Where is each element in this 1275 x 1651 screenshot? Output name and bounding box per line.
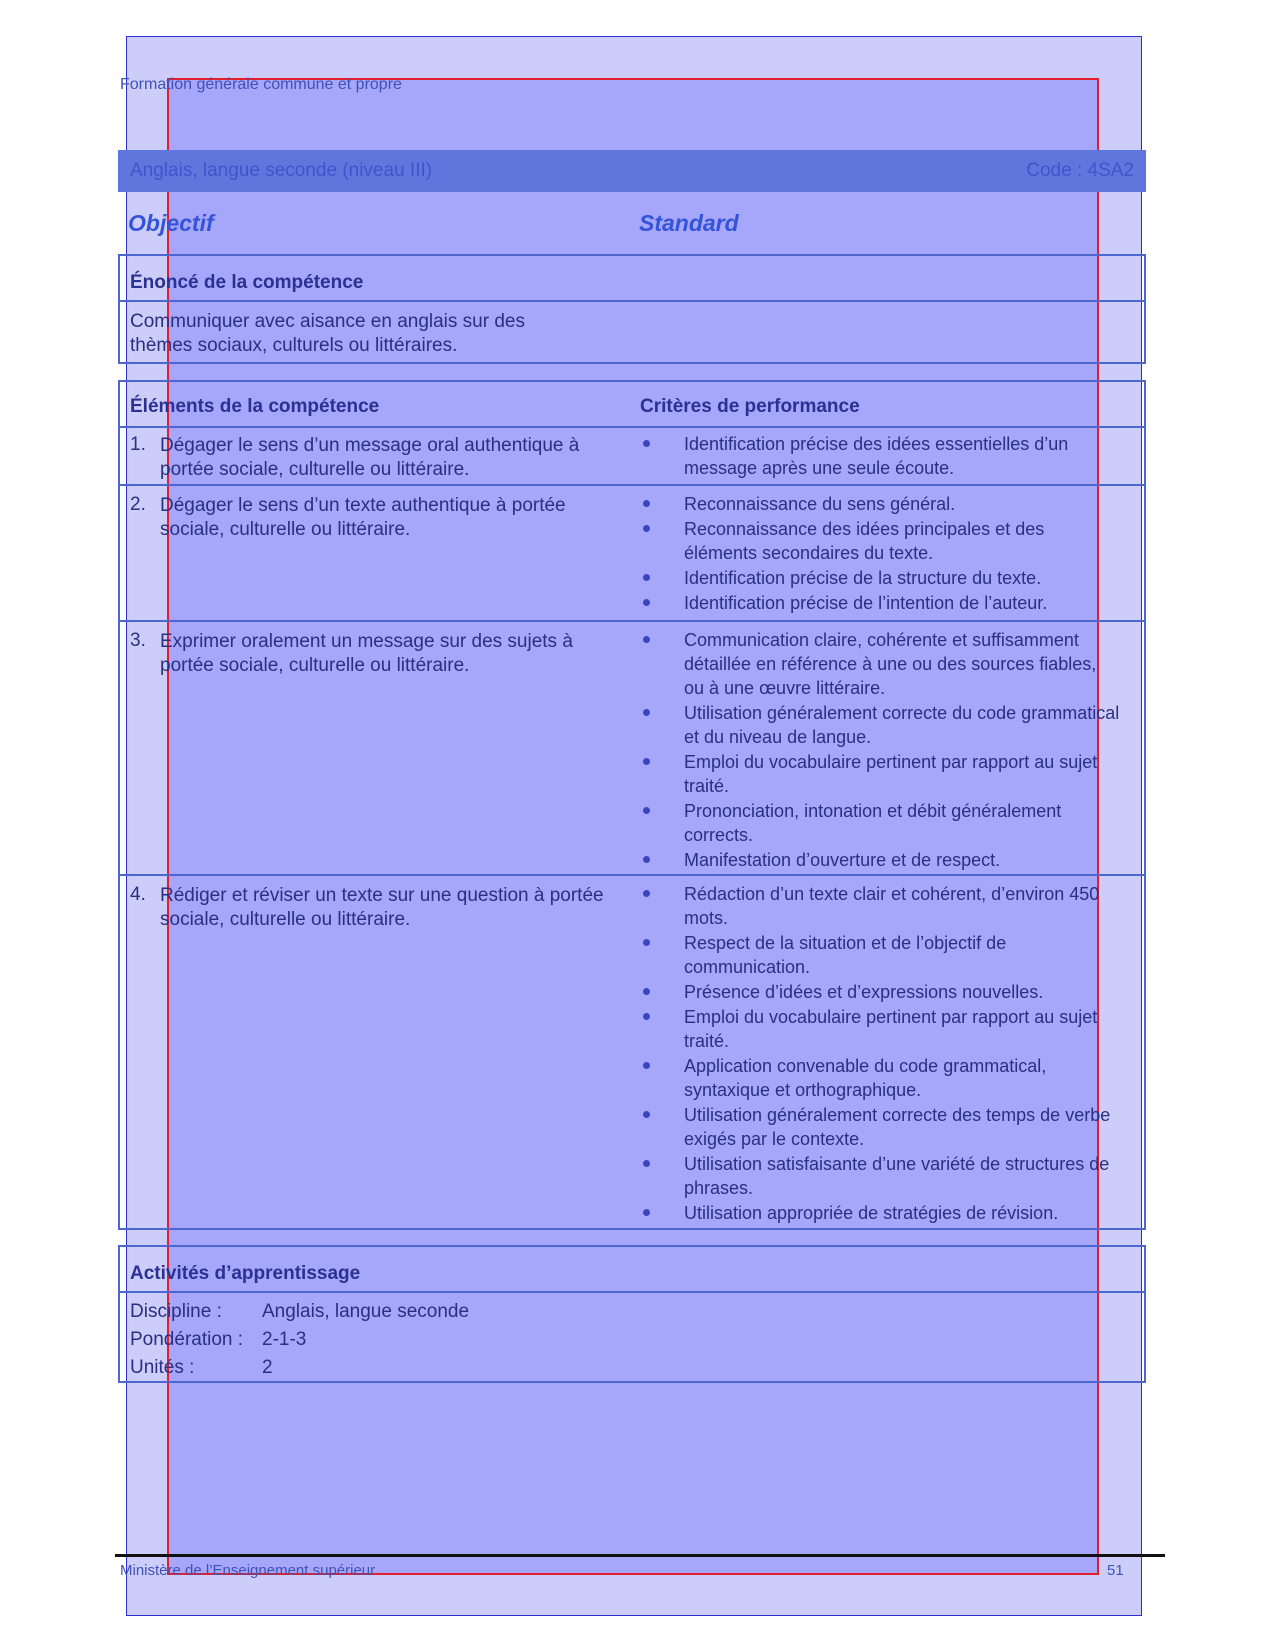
footer-ministry: Ministère de l’Enseignement supérieur [120,1562,376,1579]
criteria-item: Respect de la situation et de l’objectif de communication. [640,931,1120,979]
row-divider [120,484,1144,486]
ponderation-value: 2-1-3 [262,1329,307,1350]
element-text: Rédiger et réviser un texte sur une question à portée sociale, culturelle ou littéraire. [160,885,604,930]
elements-header-divider [120,426,1144,428]
criteria-item: Emploi du vocabulaire pertinent par rapport au sujet traité. [640,1005,1120,1053]
criteria-item: Application convenable du code grammatical, syntaxique et orthographique. [640,1054,1120,1102]
element-number: 4. [130,884,146,905]
elements-box [118,380,1146,1230]
element-number: 2. [130,494,146,515]
criteria-item: Communication claire, cohérente et suffisamment détaillée en référence à une ou des sources fiables, ou à une œuvre littéraire. [640,628,1120,700]
element-text: Dégager le sens d’un message oral authentique à portée sociale, culturelle ou littéraire. [160,435,580,480]
criteria-list [640,492,1120,616]
criteria-item: Présence d’idées et d’expressions nouvelles. [640,980,1120,1004]
row-divider [120,620,1144,622]
criteria-item: Utilisation généralement correcte des temps de verbe exigés par le contexte. [640,1103,1120,1151]
activites-divider [120,1291,1144,1293]
criteria-item: Reconnaissance du sens général. [640,492,1120,516]
criteria-item: Identification précise des idées essentielles d’un message après une seule écoute. [640,432,1120,480]
elements-column-header: Éléments de la compétence [130,396,380,417]
criteria-item: Manifestation d’ouverture et de respect. [640,848,1120,872]
criteria-list [640,628,1120,873]
element-text: Exprimer oralement un message sur des sujets à portée sociale, culturelle ou littéraire. [160,631,573,676]
element-number: 1. [130,434,146,455]
criteria-item: Identification précise de l’intention de l’auteur. [640,591,1120,615]
criteria-item: Rédaction d’un texte clair et cohérent, d’environ 450 mots. [640,882,1120,930]
criteria-item: Utilisation appropriée de stratégies de révision. [640,1201,1120,1225]
criteria-item: Utilisation satisfaisante d’une variété de structures de phrases. [640,1152,1120,1200]
activites-box [118,1245,1146,1383]
criteria-item: Reconnaissance des idées principales et des éléments secondaires du texte. [640,517,1120,565]
criteria-item: Identification précise de la structure du texte. [640,566,1120,590]
ponderation-label: Pondération : [130,1329,244,1350]
discipline-row [130,1301,469,1323]
criteria-list [640,432,1120,481]
element-text: Dégager le sens d’un texte authentique à portée sociale, culturelle ou littéraire. [160,495,566,540]
element-number: 3. [130,630,146,651]
criteria-column-header: Critères de performance [640,396,860,417]
document-header-label: Formation générale commune et propre [120,76,402,93]
discipline-value: Anglais, langue seconde [262,1301,470,1322]
course-code: Code : 4SA2 [1026,160,1134,181]
criteria-item: Emploi du vocabulaire pertinent par rapport au sujet traité. [640,750,1120,798]
footer-rule [115,1554,1165,1557]
criteria-item: Prononciation, intonation et débit généralement corrects. [640,799,1120,847]
ponderation-row [130,1329,306,1351]
enonce-text: Communiquer avec aisance en anglais sur des thèmes sociaux, culturels ou littéraires. [130,311,525,356]
unites-label: Unités : [130,1357,195,1378]
activites-title: Activités d’apprentissage [130,1263,361,1284]
enonce-box [118,254,1146,364]
discipline-label: Discipline : [130,1301,222,1322]
page-number: 51 [1107,1562,1124,1579]
course-title-bar [118,150,1146,192]
standard-heading: Standard [639,210,739,236]
enonce-divider [120,300,1144,302]
unites-value: 2 [262,1357,273,1378]
row-divider [120,874,1144,876]
enonce-title: Énoncé de la compétence [130,272,364,293]
course-name: Anglais, langue seconde (niveau III) [130,160,433,181]
criteria-list [640,882,1120,1226]
objectif-heading: Objectif [128,210,214,236]
unites-row [130,1357,273,1379]
criteria-item: Utilisation généralement correcte du code grammatical et du niveau de langue. [640,701,1120,749]
